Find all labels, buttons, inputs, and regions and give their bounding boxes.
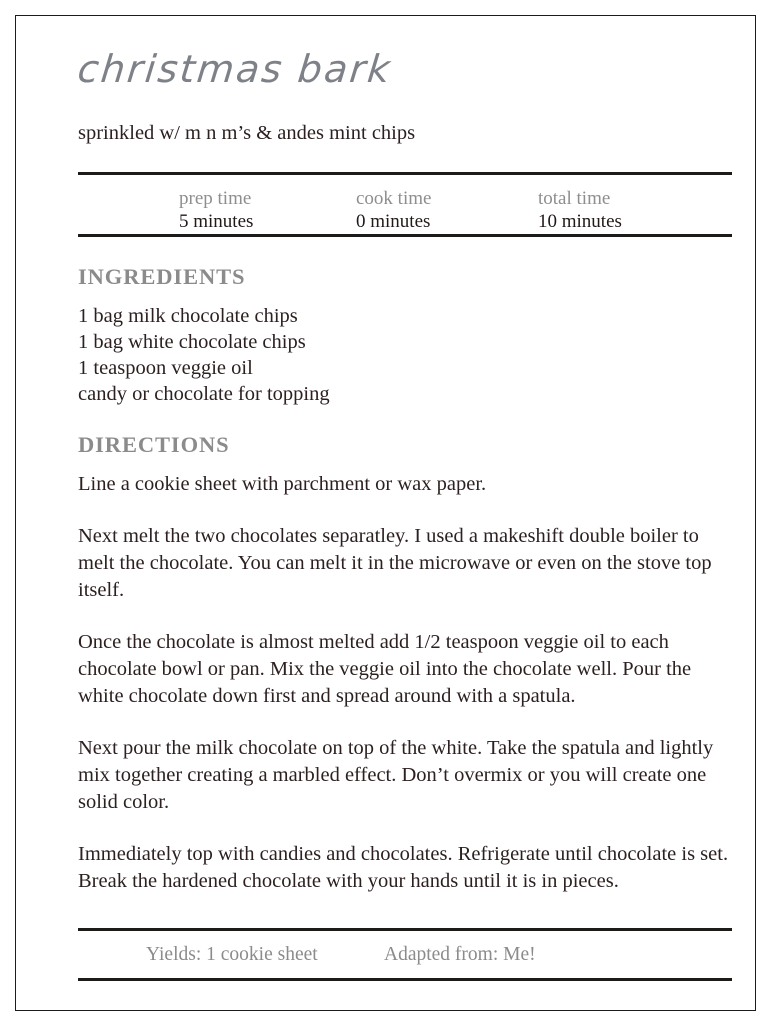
divider-footer-bottom <box>78 978 732 981</box>
directions-heading: DIRECTIONS <box>78 432 230 457</box>
card-frame-border <box>15 15 756 1011</box>
list-item: 1 bag white chocolate chips <box>78 331 306 353</box>
list-item: candy or chocolate for topping <box>78 383 330 405</box>
direction-step: Line a cookie sheet with parchment or wax paper. <box>78 473 487 495</box>
prep-time-label: prep time <box>179 188 252 209</box>
cook-time-label: cook time <box>356 188 432 209</box>
ingredients-list <box>78 303 732 407</box>
total-time-value: 10 minutes <box>538 211 622 232</box>
yields-text: Yields: 1 cookie sheet <box>146 944 318 965</box>
recipe-title: christmas bark <box>75 47 395 91</box>
directions-list <box>78 471 732 895</box>
time-column-total <box>538 187 622 234</box>
cook-time-value: 0 minutes <box>356 211 431 232</box>
direction-step: Once the chocolate is almost melted add 1/2 teaspoon veggie oil to each chocolate bowl or pan. Mix the veggie oil into the chocolate well. Pour the white chocolate down first and spread around with a spatula. <box>78 631 692 707</box>
recipe-footer <box>78 931 732 978</box>
list-item: 1 teaspoon veggie oil <box>78 357 253 379</box>
time-column-cook <box>356 187 431 234</box>
ingredients-heading: INGREDIENTS <box>78 264 246 289</box>
adapted-from-text: Adapted from: Me! <box>384 944 536 965</box>
list-item: 1 bag milk chocolate chips <box>78 305 298 327</box>
divider-times-bottom <box>78 234 732 237</box>
recipe-subtitle: sprinkled w/ m n m’s & andes mint chips <box>78 122 416 144</box>
footer-spacer <box>78 895 732 928</box>
direction-step: Immediately top with candies and chocolates. Refrigerate until chocolate is set. Break the hardened chocolate with your hands until it is in pieces. <box>78 843 729 892</box>
direction-step: Next pour the milk chocolate on top of the white. Take the spatula and lightly mix together creating a marbled effect. Don’t overmix or you will create one solid color. <box>78 737 714 813</box>
time-column-prep <box>179 187 253 234</box>
total-time-label: total time <box>538 188 611 209</box>
recipe-times-strip <box>78 175 732 234</box>
direction-step: Next melt the two chocolates separatley. I used a makeshift double boiler to melt the chocolate. You can melt it in the microwave or even on the stove top itself. <box>78 525 712 601</box>
prep-time-value: 5 minutes <box>179 211 254 232</box>
recipe-content <box>75 46 732 981</box>
